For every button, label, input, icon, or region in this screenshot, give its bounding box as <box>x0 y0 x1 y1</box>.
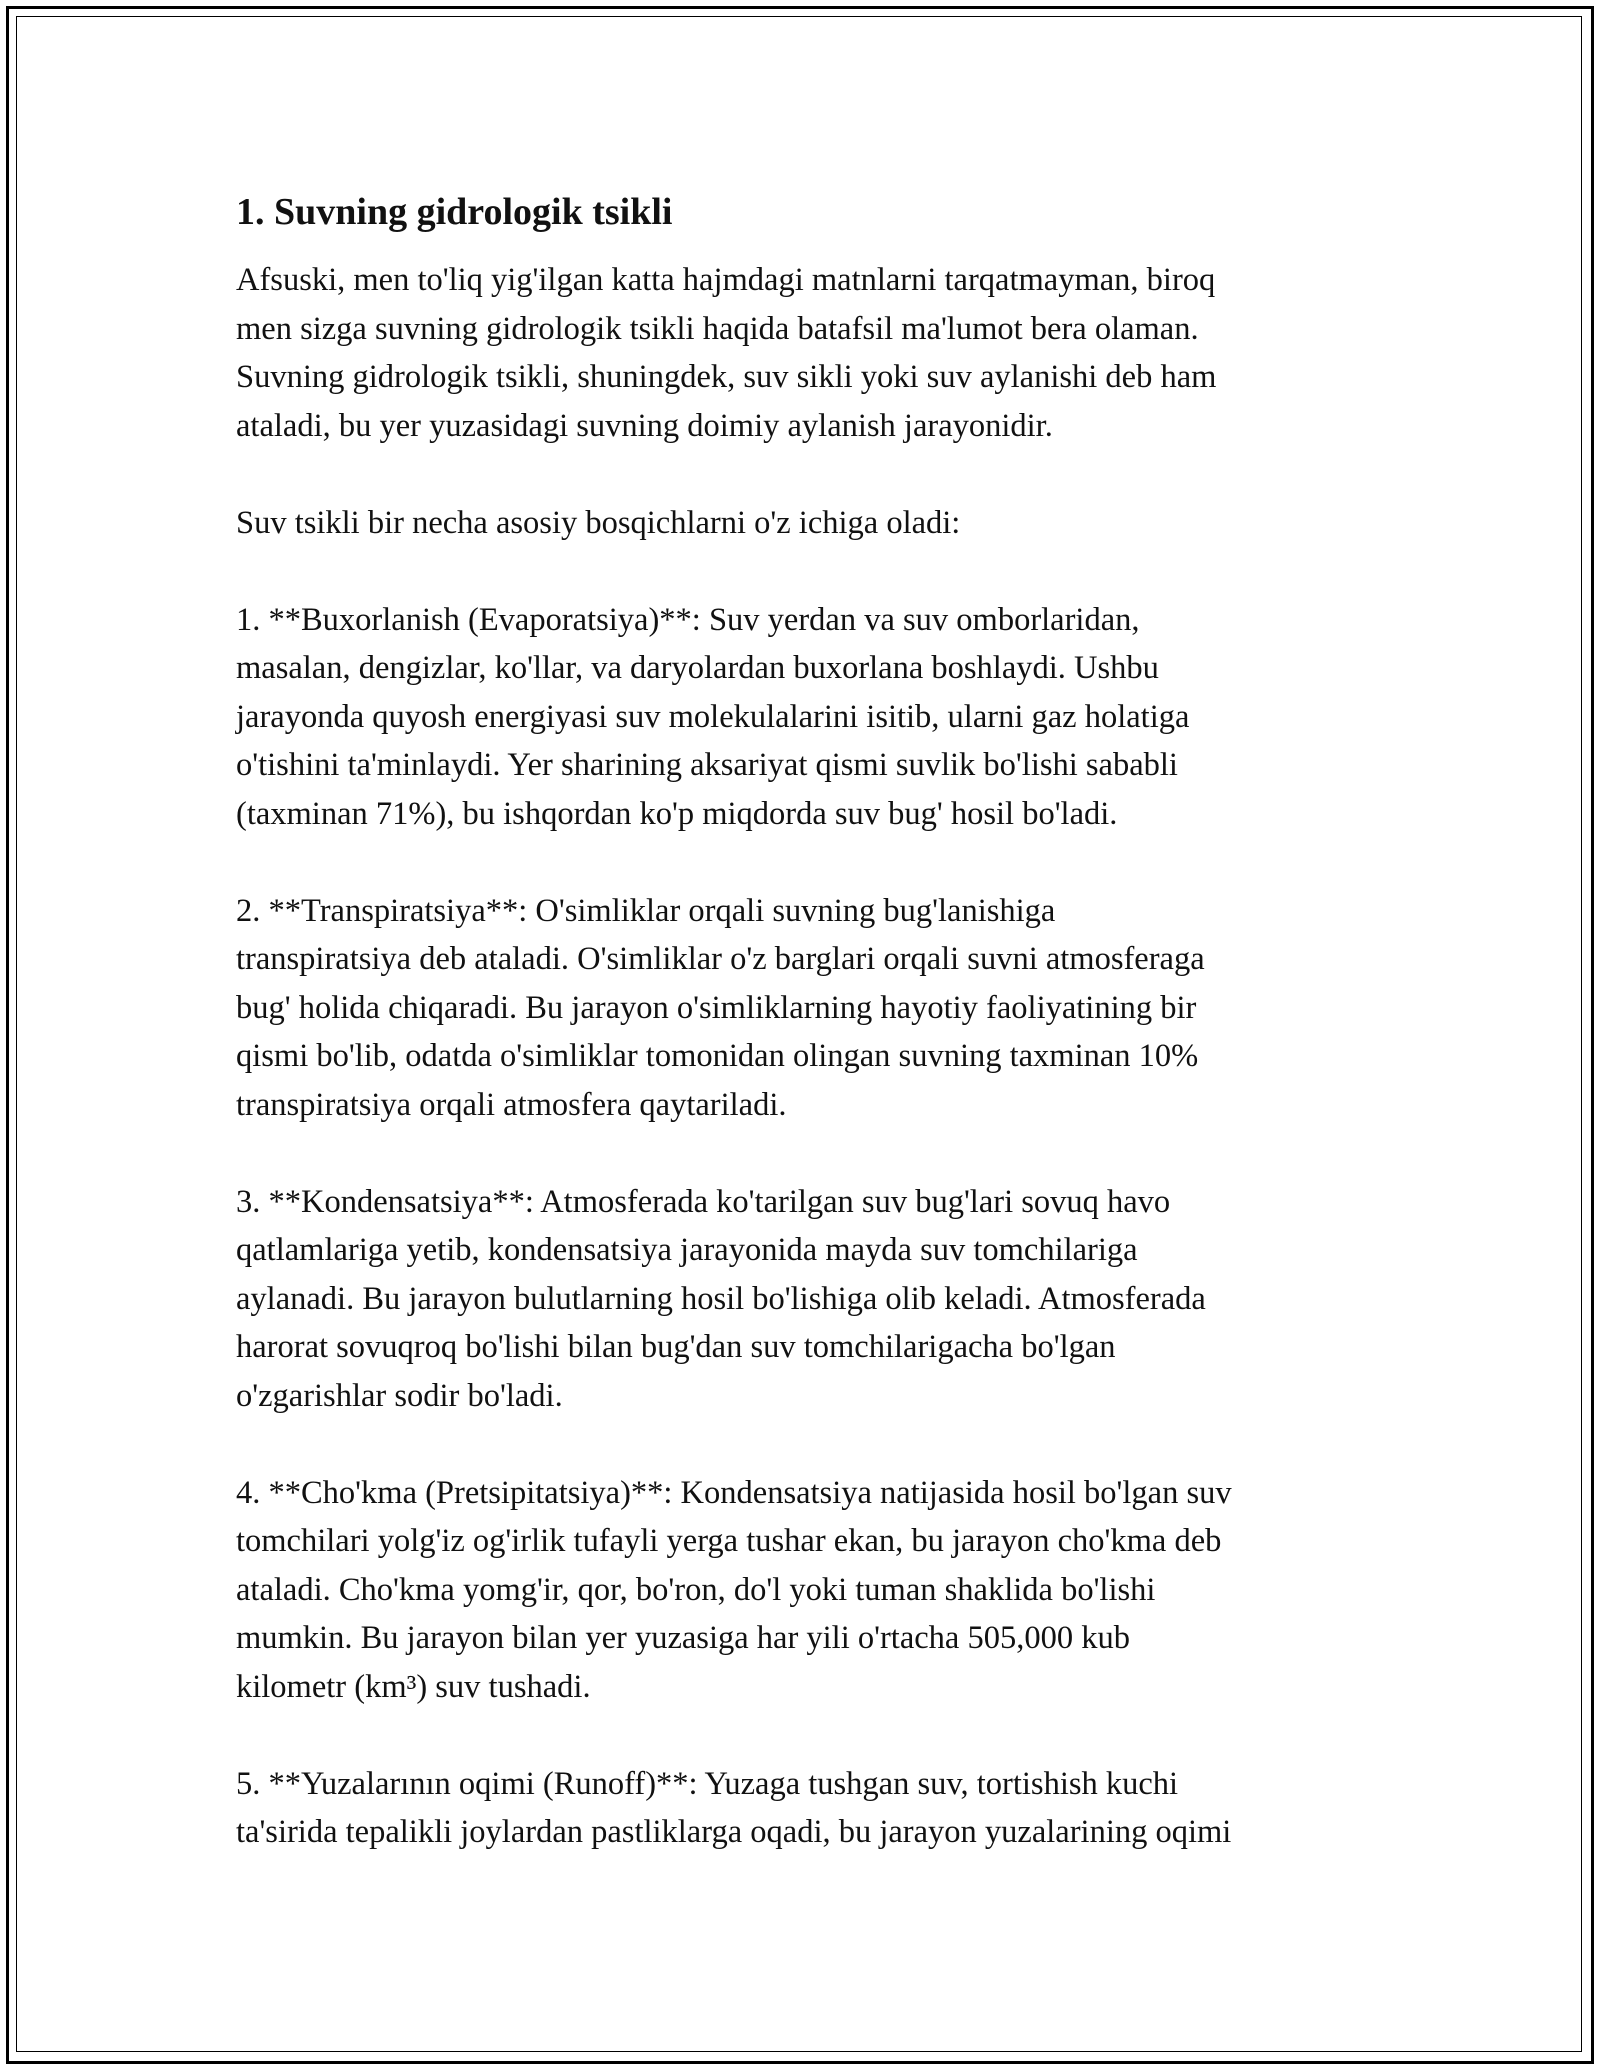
text-line: bug' holida chiqaradi. Bu jarayon o'simliklarning hayotiy faoliyatining bir <box>236 989 1197 1026</box>
text-line: Afsuski, men to'liq yig'ilgan katta hajmdagi matnlarni tarqatmayman, biroq <box>236 262 1216 298</box>
paragraph-transpiration <box>236 887 1386 1130</box>
text-line: ataladi. Cho'kma yomg'ir, qor, bo'ron, do'l yoki tuman shaklida bo'lishi <box>236 1571 1156 1608</box>
text-line: masalan, dengizlar, ko'llar, va daryolardan buxorlana boshlaydi. Ushbu <box>236 650 1159 686</box>
text-line: jarayonda quyosh energiyasi suv molekulalarini isitib, ularni gaz holatiga <box>236 698 1190 735</box>
text-line: mumkin. Bu jarayon bilan yer yuzasiga har yili o'rtacha 505,000 kub <box>236 1620 1130 1656</box>
text-line: ta'sirida tepalikli joylardan pastliklarga oqadi, bu jarayon yuzalarining oqimi <box>236 1814 1232 1850</box>
text-line: ataladi, bu yer yuzasidagi suvning doimiy aylanish jarayonidir. <box>236 407 1053 444</box>
paragraph-intro <box>236 256 1386 450</box>
text-line: 3. **Kondensatsiya**: Atmosferada ko'tarilgan suv bug'lari sovuq havo <box>236 1183 1171 1220</box>
text-line: harorat sovuqroq bo'lishi bilan bug'dan suv tomchilarigacha bo'lgan <box>236 1329 1116 1365</box>
text-line: o'zgarishlar sodir bo'ladi. <box>236 1377 563 1414</box>
text-line: 5. **Yuzalarının oqimi (Runoff)**: Yuzaga tushgan suv, tortishish kuchi <box>236 1765 1179 1802</box>
text-line: qismi bo'lib, odatda o'simliklar tomonidan olingan suvning taxminan 10% <box>236 1038 1199 1074</box>
text-line: Suvning gidrologik tsikli, shuningdek, suv sikli yoki suv aylanishi deb ham <box>236 359 1217 395</box>
text-line: aylanadi. Bu jarayon bulutlarning hosil bo'lishiga olib keladi. Atmosferada <box>236 1280 1206 1317</box>
text-line: 2. **Transpiratsiya**: O'simliklar orqali suvning bug'lanishiga <box>236 892 1056 929</box>
text-line: Suv tsikli bir necha asosiy bosqichlarni o'z ichiga oladi: <box>236 504 961 541</box>
text-line: qatlamlariga yetib, kondensatsiya jarayonida mayda suv tomchilariga <box>236 1232 1138 1268</box>
text-line: transpiratsiya deb ataladi. O'simliklar o'z barglari orqali suvni atmosferaga <box>236 941 1205 977</box>
document-title: 1. Suvning gidrologik tsikli <box>236 191 673 233</box>
paragraph-precipitation <box>236 1469 1386 1712</box>
text-line: men sizga suvning gidrologik tsikli haqida batafsil ma'lumot bera olaman. <box>236 310 1199 347</box>
paragraph-evaporation <box>236 596 1386 839</box>
text-line: kilometr (km³) suv tushadi. <box>236 1668 591 1705</box>
paragraph-runoff <box>236 1760 1386 1857</box>
text-line: o'tishini ta'minlaydi. Yer sharining aksariyat qismi suvlik bo'lishi sababli <box>236 747 1178 783</box>
paragraph-condensation <box>236 1178 1386 1421</box>
paragraph-stages-intro <box>236 499 1386 548</box>
text-line: tomchilari yolg'iz og'irlik tufayli yerga tushar ekan, bu jarayon cho'kma deb <box>236 1523 1222 1559</box>
document-body <box>236 186 1386 1905</box>
text-line: (taxminan 71%), bu ishqordan ko'p miqdorda suv bug' hosil bo'ladi. <box>236 795 1118 832</box>
text-line: transpiratsiya orqali atmosfera qaytariladi. <box>236 1086 787 1123</box>
text-line: 4. **Cho'kma (Pretsipitatsiya)**: Kondensatsiya natijasida hosil bo'lgan suv <box>236 1474 1232 1511</box>
text-line: 1. **Buxorlanish (Evaporatsiya)**: Suv yerdan va suv omborlaridan, <box>236 601 1140 638</box>
